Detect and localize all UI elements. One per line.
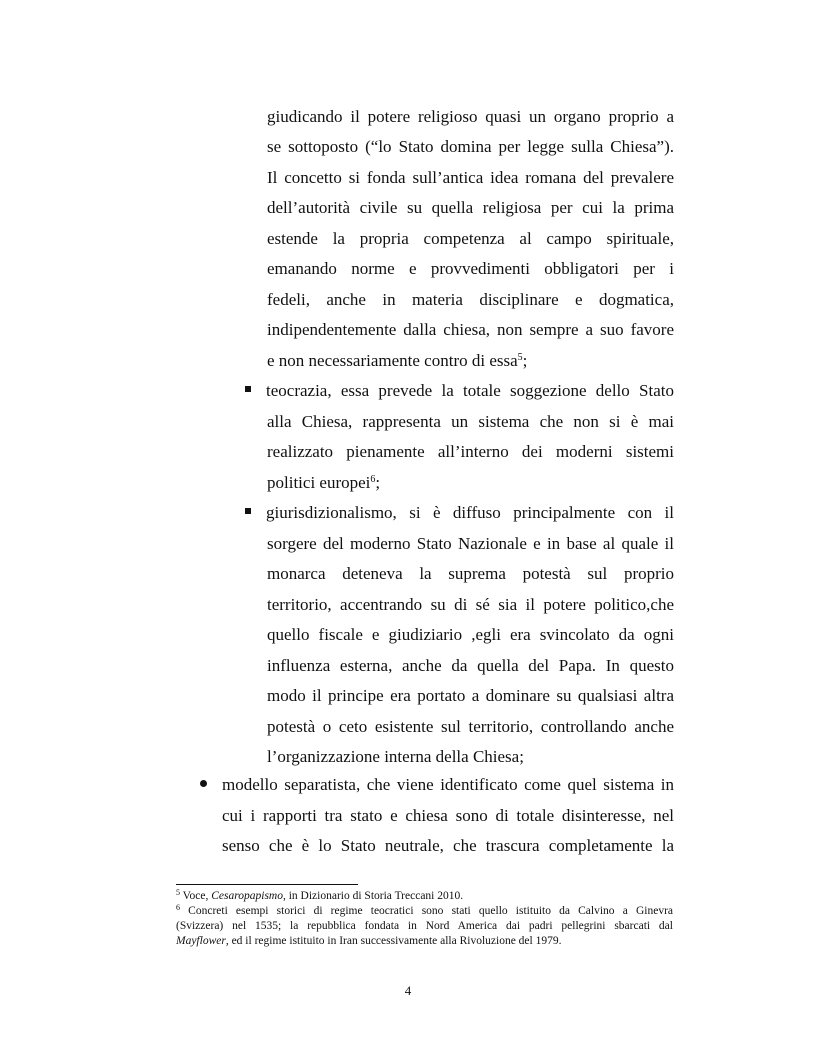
body-line: modo il principe era portato a dominare su qualsiasi altra	[267, 686, 674, 705]
body-line: Il concetto si fonda sull’antica idea romana del prevalere	[267, 168, 674, 187]
body-line: senso che è lo Stato neutrale, che trascura completamente la	[222, 836, 674, 855]
body-line: modello separatista, che viene identificato come quel sistema in	[222, 775, 674, 794]
body-line: cui i rapporti tra stato e chiesa sono di totale disinteresse, nel	[222, 806, 674, 825]
footnote-ref-6: 6	[370, 474, 376, 485]
body-line: se sottoposto (“lo Stato domina per legge sulla Chiesa”).	[267, 137, 674, 156]
body-line: teocrazia, essa prevede la totale soggezione dello Stato	[266, 381, 674, 400]
body-line: giudicando il potere religioso quasi un organo proprio a	[267, 107, 674, 126]
footnote-6-line: $^6$ Concreti esempi storici di regime teocratici sono stati quello istituito da Calvino a Ginevra	[176, 904, 673, 917]
body-line-with-footnote: e non necessariamente contro di essa$^5$;	[267, 351, 528, 370]
footnote-separator	[176, 884, 358, 885]
body-line: sorgere del moderno Stato Nazionale e in base al quale il	[267, 534, 674, 553]
body-line: l’organizzazione interna della Chiesa;	[267, 747, 524, 766]
body-line: potestà o ceto esistente sul territorio, controllando anche	[267, 717, 674, 736]
square-bullet-icon	[245, 386, 251, 392]
body-line: territorio, accentrando su di sé sia il potere politico,che	[267, 595, 674, 614]
square-bullet-icon	[245, 508, 251, 514]
body-line: estende la propria competenza al campo spirituale,	[267, 229, 674, 248]
body-line: quello fiscale e giudiziario ,egli era svincolato da ogni	[267, 625, 674, 644]
footnote-6-line: (Svizzera) nel 1535; la repubblica fondata in Nord America dai padri pellegrini sbarcati dal	[176, 920, 673, 932]
body-line: fedeli, anche in materia disciplinare e dogmatica,	[267, 290, 674, 309]
body-line: dell’autorità civile su quella religiosa per cui la prima	[267, 198, 674, 217]
page-number: 4	[404, 983, 412, 998]
body-line-with-footnote: politici europei$^6$;	[267, 473, 381, 492]
footnote-ref-5: 5	[517, 352, 523, 363]
body-line: influenza esterna, anche da quella del Papa. In questo	[267, 656, 674, 675]
body-line: monarca deteneva la suprema potestà sul proprio	[267, 564, 674, 583]
body-line: indipendentemente dalla chiesa, non sempre a suo favore	[267, 320, 674, 339]
footnote-5: $^5$ Voce, Cesaropapismo, in Dizionario di Storia Treccani 2010.	[176, 888, 464, 902]
round-bullet-icon	[200, 780, 207, 787]
footnote-6-line: Mayflower, ed il regime istituito in Iran successivamente alla Rivoluzione del 1979.	[176, 935, 562, 947]
body-line: alla Chiesa, rappresenta un sistema che non si è mai	[267, 412, 674, 431]
body-line: giurisdizionalismo, si è diffuso principalmente con il	[266, 503, 674, 522]
body-line: emanando norme e provvedimenti obbligatori per i	[267, 259, 674, 278]
body-line: realizzato pienamente all’interno dei moderni sistemi	[267, 442, 674, 461]
